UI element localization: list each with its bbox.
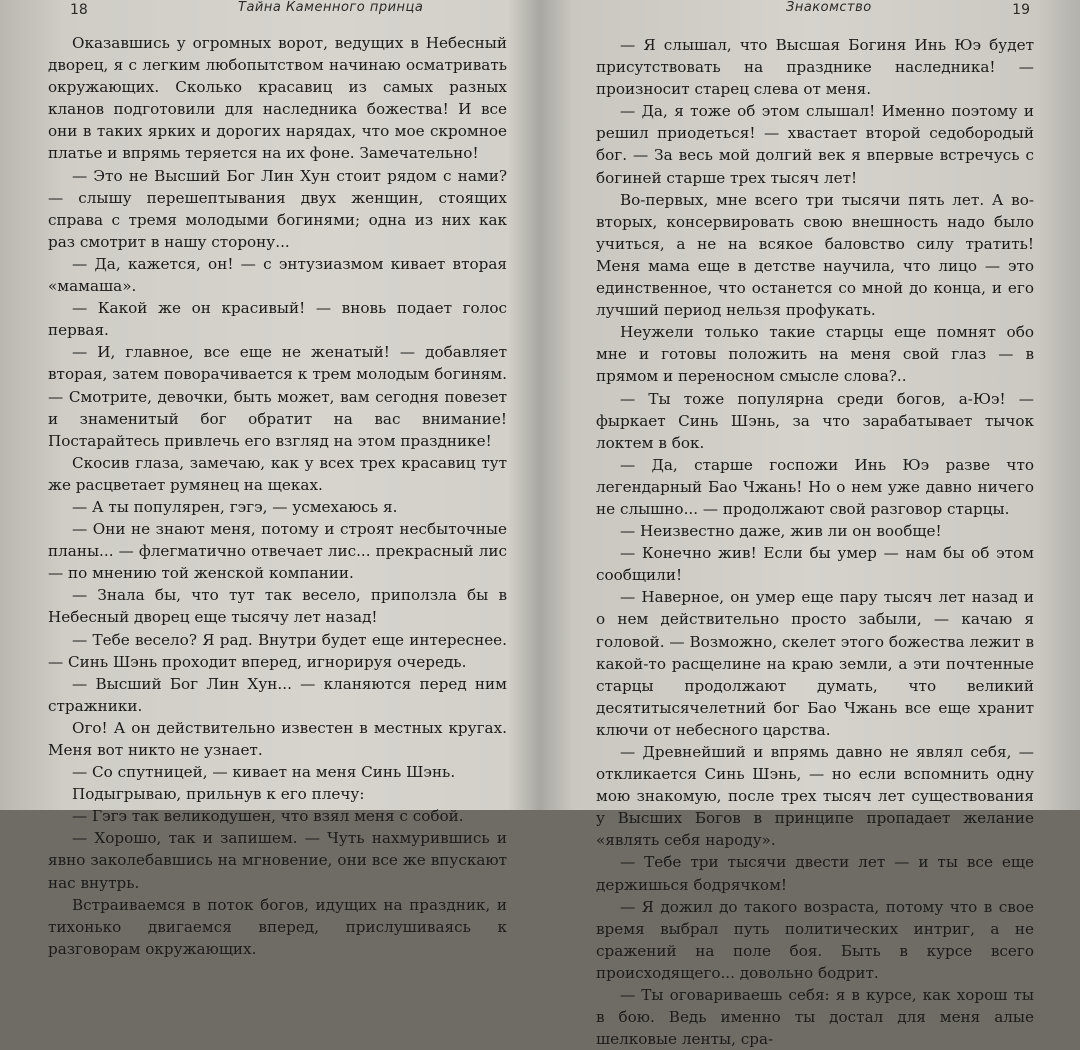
paragraph: — Тебе три тысячи двести лет — и ты все еще держишься бодрячком!	[596, 853, 1034, 894]
right-running-title: Знакомство	[786, 0, 872, 15]
right-page	[546, 0, 1080, 1049]
left-running-title: Тайна Каменного принца	[238, 0, 424, 15]
paragraph: — А ты популярен, гэгэ, — усмехаюсь я.	[72, 497, 398, 516]
paragraph: Встраиваемся в поток богов, идущих на праздник, и тихонько двигаемся вперед, прислушиваясь к разговорам окружающих.	[48, 895, 507, 958]
paragraph: — Ты оговариваешь себя: я в курсе, как хорош ты в бою. Ведь именно ты достал для меня алые шелковые ленты, сра-	[596, 986, 1034, 1049]
right-page-header	[596, 0, 1034, 26]
paragraph: — Какой же он красивый! — вновь подает голос первая.	[48, 299, 507, 340]
paragraph: — Они не знают меня, потому и строят несбыточные планы... — флегматично отвечает лис... прекрасный лис — по мнению той женской компании.	[48, 520, 507, 583]
right-page-number: 19	[1012, 2, 1030, 18]
left-page-text	[48, 32, 507, 960]
paragraph: — Древнейший и впрямь давно не являл себя, — откликается Синь Шэнь, — но если вспомнить одну мою знакомую, после трех тысяч лет существования у Высших Богов в принципе пропадает желание «являть себя народу».	[596, 743, 1034, 850]
paragraph: — Неизвестно даже, жив ли он вообще!	[620, 522, 942, 541]
paragraph: Скосив глаза, замечаю, как у всех трех красавиц тут же расцветает румянец на щеках.	[48, 453, 507, 494]
left-page	[0, 0, 535, 958]
paragraph: Ого! А он действительно известен в местных кругах. Меня вот никто не узнает.	[48, 718, 507, 759]
paragraph: — Ты тоже популярна среди богов, а-Юэ! — фыркает Синь Шэнь, за что зарабатывает тычок локтем в бок.	[596, 389, 1034, 452]
left-page-header	[48, 0, 507, 26]
right-page-text	[596, 34, 1034, 1050]
paragraph: — Тебе весело? Я рад. Внутри будет еще интереснее. — Синь Шэнь проходит вперед, игнорируя очередь.	[48, 630, 507, 671]
left-page-number: 18	[70, 2, 88, 18]
paragraph: — Это не Высший Бог Лин Хун стоит рядом с нами? — слышу перешептывания двух женщин, стоящих справа с тремя молодыми богинями; одна из них как раз смотрит в нашу сторону...	[48, 166, 507, 251]
paragraph: — Со спутницей, — кивает на меня Синь Шэнь.	[72, 763, 456, 782]
paragraph: — Высший Бог Лин Хун... — кланяются перед ним стражники.	[48, 674, 507, 715]
paragraph: — Гэгэ так великодушен, что взял меня с собой.	[72, 807, 464, 826]
paragraph: — Знала бы, что тут так весело, приползла бы в Небесный дворец еще тысячу лет назад!	[48, 586, 507, 627]
paragraph: — Конечно жив! Если бы умер — нам бы об этом сообщили!	[596, 544, 1034, 585]
paragraph: — Да, я тоже об этом слышал! Именно поэтому и решил приодеться! — хвастает второй седобородый бог. — За весь мой долгий век я впервые встречусь с богиней старше трех тысяч лет!	[596, 102, 1034, 187]
paragraph: Неужели только такие старцы еще помнят обо мне и готовы положить на меня свой глаз — в прямом и переносном смысле слова?..	[596, 323, 1034, 386]
paragraph: — Хорошо, так и запишем. — Чуть нахмурившись и явно заколебавшись на мгновение, они все же впускают нас внутрь.	[48, 829, 507, 892]
paragraph: Оказавшись у огромных ворот, ведущих в Небесный дворец, я с легким любопытством начинаю осматривать окружающих. Сколько красавиц из самых разных кланов подготовили для наследника божества! И все они в таких ярких и дорогих нарядах, что мое скромное платье и впрямь теряется на их фоне. Замечательно!	[48, 34, 507, 163]
paragraph: — И, главное, все еще не женатый! — добавляет вторая, затем поворачивается к трем молодым богиням. — Смотрите, девочки, быть может, вам сегодня повезет и знаменитый бог обратит на вас внимание! Постарайтесь привлечь его взгляд на этом празднике!	[48, 343, 507, 450]
paragraph: — Я слышал, что Высшая Богиня Инь Юэ будет присутствовать на празднике наследника! — произносит старец слева от меня.	[596, 36, 1034, 99]
paragraph: Подыгрываю, прильнув к его плечу:	[72, 785, 365, 804]
paragraph: — Да, старше госпожи Инь Юэ разве что легендарный Бао Чжань! Но о нем уже давно ничего не слышно... — продолжают свой разговор старцы.	[596, 455, 1034, 518]
paragraph: — Наверное, он умер еще пару тысяч лет назад и о нем действительно просто забыли, — качаю я головой. — Возможно, скелет этого божества лежит в какой-то расщелине на краю земли, а эти почтенные старцы продолжают думать, что великий десятитысячелетний бог Бао Чжань все еще хранит ключи от небесного царства.	[596, 588, 1034, 739]
paragraph: — Да, кажется, он! — с энтузиазмом кивает вторая «мамаша».	[48, 254, 507, 296]
paragraph: — Я дожил до такого возраста, потому что в свое время выбрал путь политических интриг, а не сражений на поле боя. Быть в курсе всего происходящего... довольно бодрит.	[596, 897, 1034, 982]
paragraph: Во-первых, мне всего три тысячи пять лет. А во-вторых, консервировать свою внешность надо было учиться, а не на всякое баловство силу тратить! Меня мама еще в детстве научила, что лицо — это единственное, что останется со мной до конца, и его лучший период нельзя профукать.	[596, 190, 1034, 320]
